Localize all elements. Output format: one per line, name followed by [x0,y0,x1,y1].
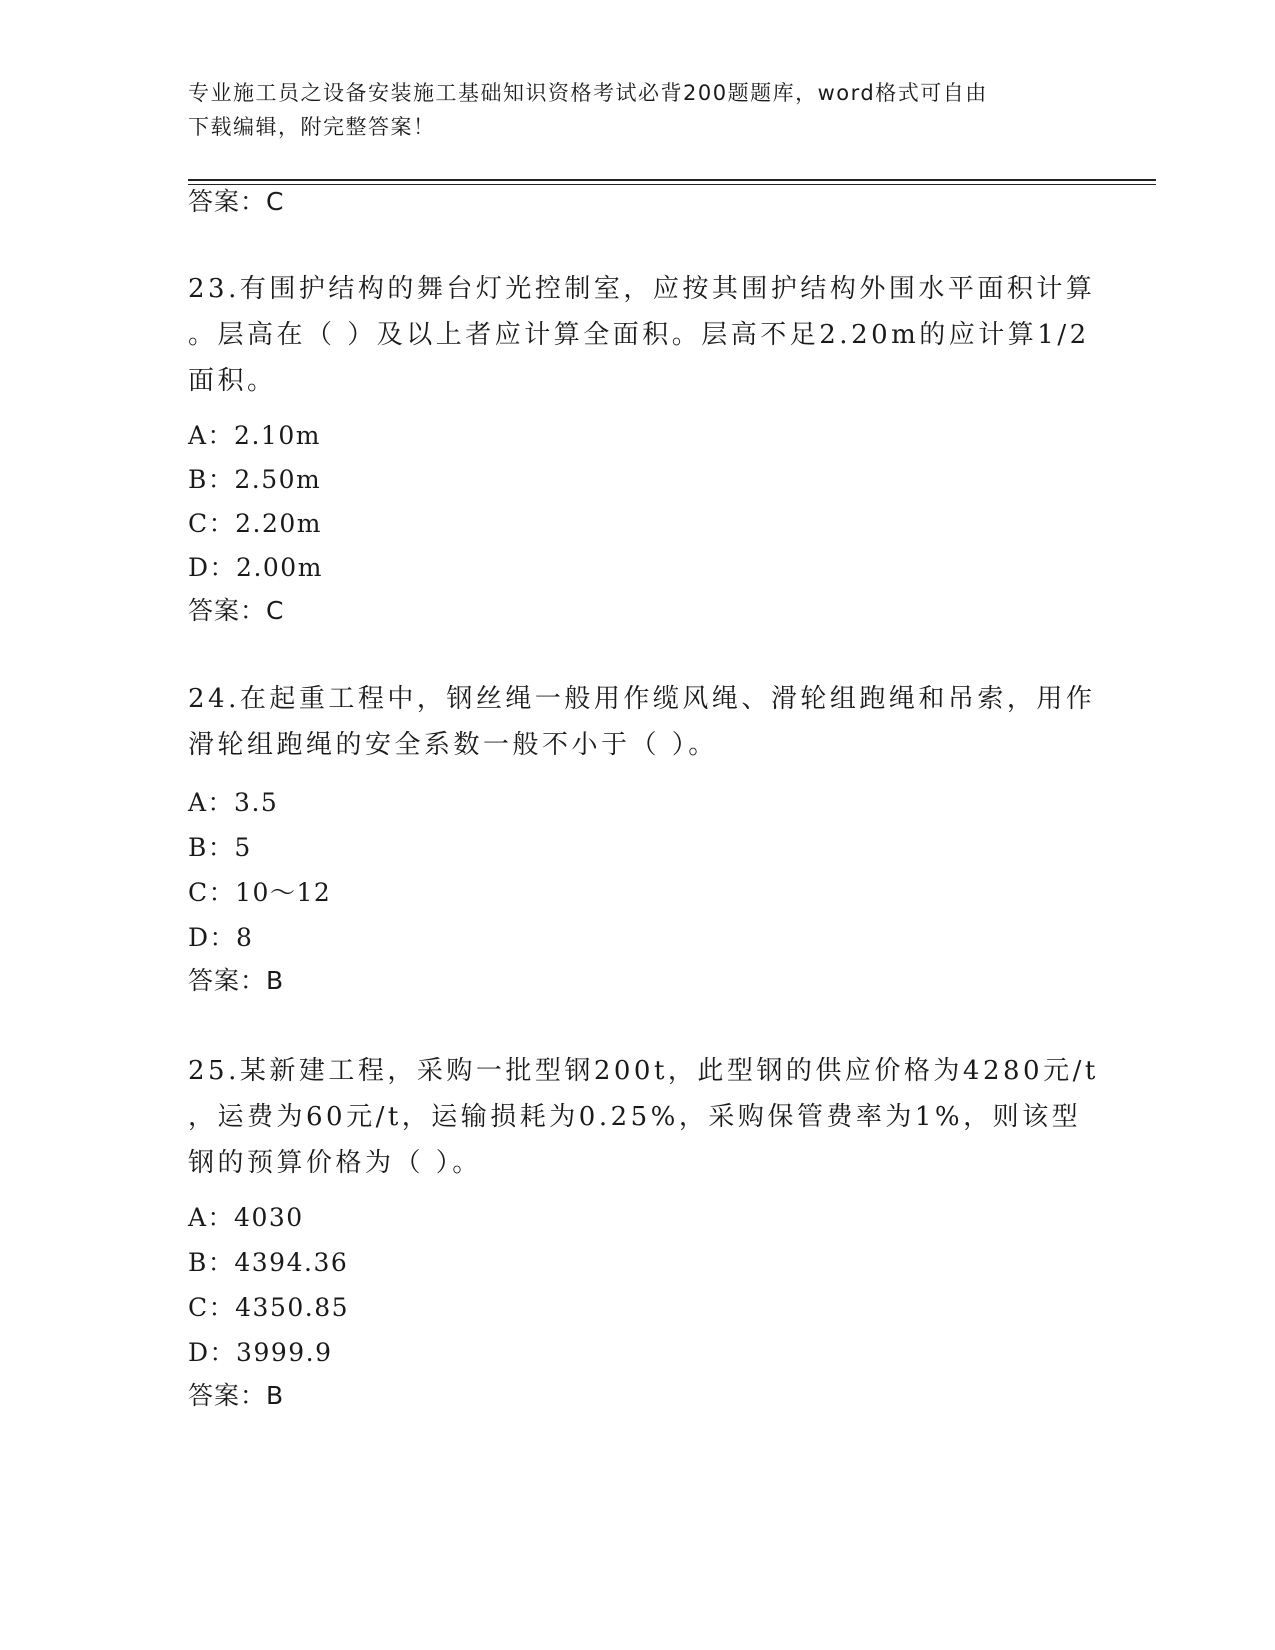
header-rule-thin [188,184,1156,185]
question-24-option-b: B：5 [188,833,252,862]
question-24-answer: 答案：B [188,966,285,995]
question-23-option-c: C：2.20m [188,509,322,538]
header-line-2: 下载编辑，附完整答案！ [188,115,436,139]
question-24-option-c: C：10～12 [188,878,332,907]
question-24-stem-line: 滑轮组跑绳的安全系数一般不小于（ ）。 [188,730,718,760]
question-23-option-b: B：2.50m [188,465,322,494]
question-24-stem [188,676,1096,768]
question-25-option-d: D：3999.9 [188,1338,333,1367]
question-25-stem [188,1048,1099,1186]
document-header [188,76,1068,144]
question-24-option-d: D：8 [188,923,254,952]
question-23-stem-line: 面积。 [188,366,277,396]
question-23-stem-line: 。层高在（ ）及以上者应计算全面积。层高不足2.20m的应计算1/2 [188,320,1090,350]
question-23-answer: 答案：C [188,596,285,625]
question-25-option-b: B：4394.36 [188,1248,349,1277]
header-rule-thick [188,179,1156,181]
question-24-option-a: A：3.5 [188,788,279,817]
previous-answer: 答案：C [188,187,285,216]
question-25-stem-line: 钢的预算价格为（ ）。 [188,1148,482,1178]
question-25-answer: 答案：B [188,1381,285,1410]
question-25-stem-line: 25.某新建工程，采购一批型钢200t，此型钢的供应价格为4280元/t [188,1056,1099,1086]
question-23-option-d: D：2.00m [188,553,323,582]
question-25-option-c: C：4350.85 [188,1293,350,1322]
question-23-stem [188,266,1096,404]
question-25-option-a: A：4030 [188,1203,304,1232]
question-23-option-a: A：2.10m [188,421,321,450]
question-25-stem-line: ，运费为60元/t，运输损耗为0.25%，采购保管费率为1%，则该型 [188,1102,1082,1132]
header-line-1: 专业施工员之设备安装施工基础知识资格考试必背200题题库，word格式可自由 [188,81,988,105]
question-24-stem-line: 24.在起重工程中，钢丝绳一般用作缆风绳、滑轮组跑绳和吊索，用作 [188,684,1096,714]
question-23-stem-line: 23.有围护结构的舞台灯光控制室，应按其围护结构外围水平面积计算 [188,274,1096,304]
